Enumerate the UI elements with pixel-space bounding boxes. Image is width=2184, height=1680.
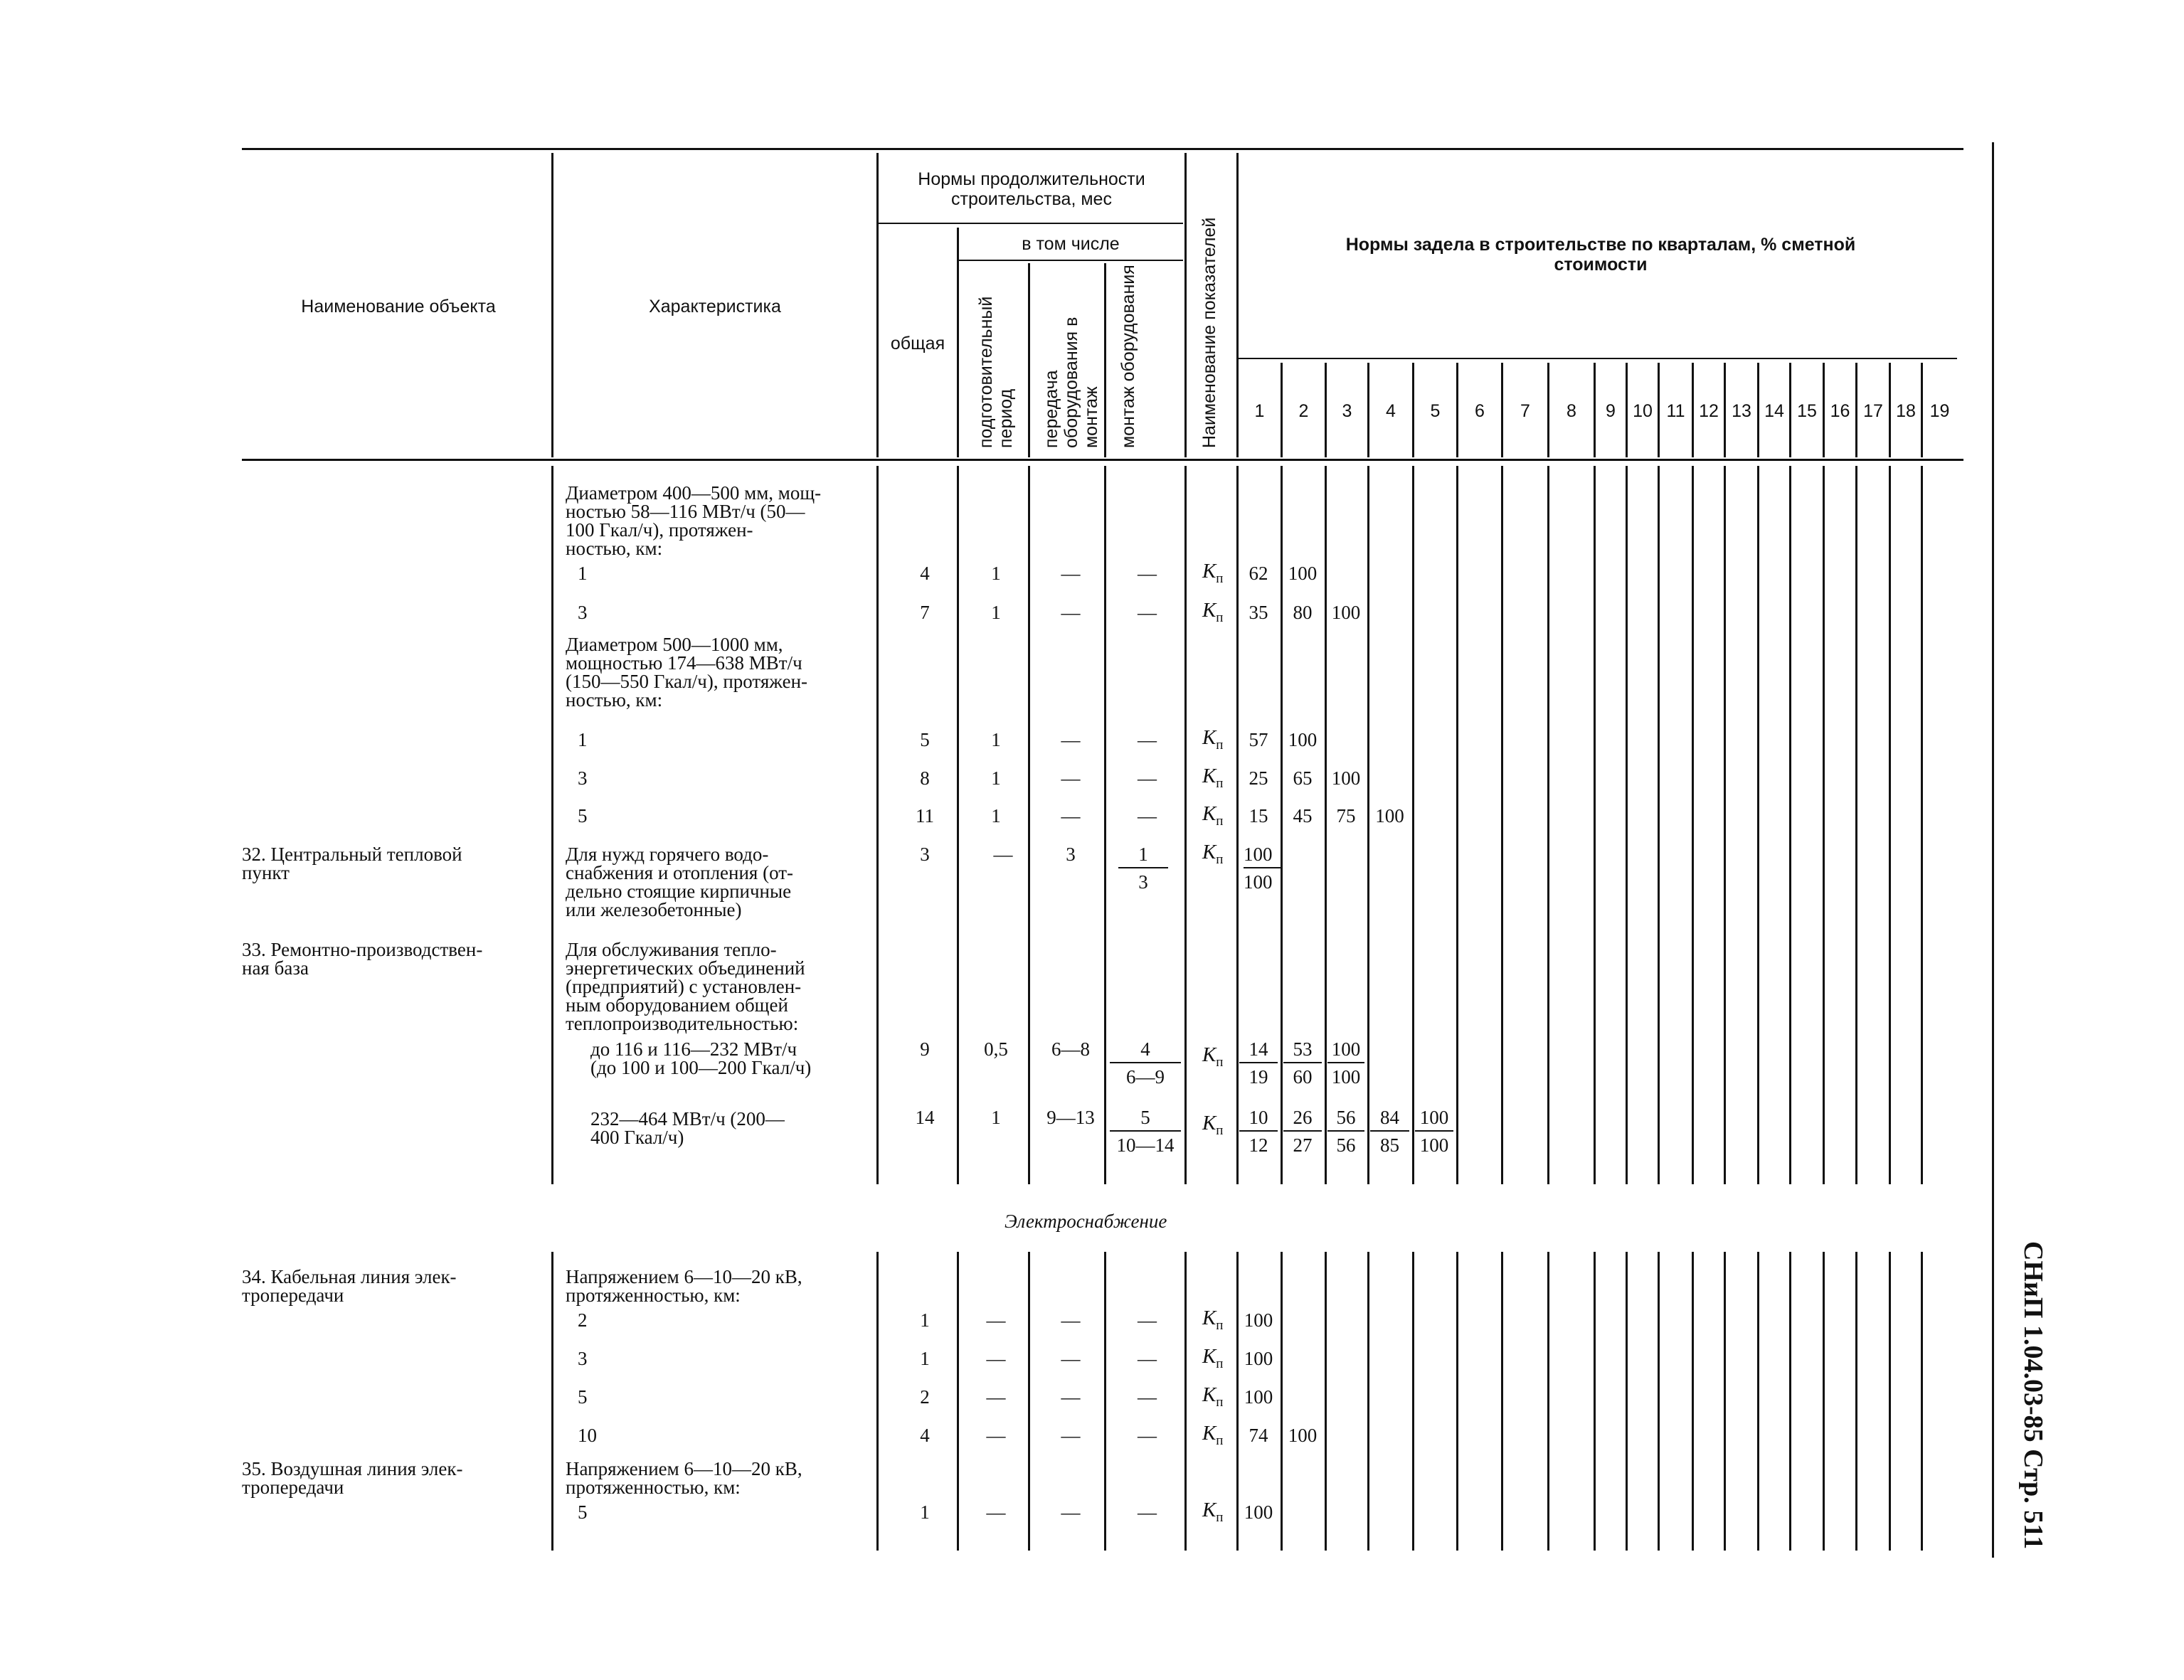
row32-char-line-4: или железобетонные): [566, 899, 742, 920]
row33-sub2-line-2: 400 Гкал/ч): [590, 1127, 684, 1148]
body2-q-line-17: [1889, 1252, 1891, 1551]
pipe-b-row-1-indicator: [1202, 728, 1223, 755]
pipe-a-row-1-indicator: [1202, 562, 1223, 588]
row35-char-line-2: протяженностью, км:: [566, 1477, 741, 1498]
quarter-label-5: 5: [1430, 401, 1441, 421]
body1-q-line-9: [1626, 466, 1628, 1184]
char-b-line-1: Диаметром 500—1000 мм,: [566, 634, 783, 655]
header-sep-5: [1104, 263, 1106, 457]
row34-sub-3-length: 5: [578, 1386, 588, 1408]
body2-q-line-7: [1547, 1252, 1549, 1551]
row33-sub1-ksub: п: [1216, 1054, 1224, 1070]
header-sep-3: [957, 228, 959, 457]
row33-sub1-q2-den: 60: [1293, 1066, 1313, 1088]
pipe-b-row-1-ksub: п: [1216, 737, 1224, 753]
quarter-label-15: 15: [1797, 401, 1817, 421]
body1-col-line-4: [1104, 466, 1106, 1184]
row33-sub1-line-2: (до 100 и 100—200 Гкал/ч): [590, 1057, 812, 1078]
pipe-b-row-1-k: К: [1202, 726, 1216, 749]
row35-sub-1-prep: —: [986, 1501, 1006, 1523]
row34-char: [566, 1267, 802, 1304]
row33-sub1-q3-num: 100: [1327, 1040, 1364, 1063]
body2-q-line-3: [1367, 1252, 1369, 1551]
row33-char-line-5: теплопроизводительностью:: [566, 1013, 799, 1034]
row33-sub2-q3: [1327, 1108, 1364, 1155]
row33-sub1: [590, 1040, 811, 1077]
body2-q-line-18: [1921, 1252, 1923, 1551]
row33-sub2-q2: [1283, 1108, 1322, 1155]
body1-q-line-16: [1855, 466, 1857, 1184]
body1-col-line-1: [876, 466, 879, 1184]
pipe-b-row-3-install: —: [1138, 805, 1157, 826]
row35-sub-1-ksub: п: [1216, 1509, 1224, 1525]
pipe-b-row-1-length: 1: [578, 729, 588, 750]
row32-name: [242, 845, 462, 882]
row33-sub1-q3: [1327, 1040, 1364, 1087]
body2-q-line-2: [1325, 1252, 1327, 1551]
row33-name: [242, 940, 482, 977]
pipe-a-row-2-total: 7: [920, 602, 930, 623]
quarter-label-6: 6: [1475, 401, 1485, 421]
row34-sub-3-install: —: [1138, 1386, 1157, 1408]
pipe-b-row-3-indicator: [1202, 804, 1223, 831]
row32-q1-den: 100: [1244, 871, 1273, 893]
row33-sub2-total: 14: [915, 1107, 935, 1128]
pipe-b-row-3-total: 11: [916, 805, 934, 826]
row34-char-line-2: протяженностью, км:: [566, 1285, 741, 1306]
row33-sub2-q2-num: 26: [1283, 1108, 1322, 1132]
body1-q-line-13: [1757, 466, 1759, 1184]
header-prep: [976, 263, 1016, 448]
pipe-a-row-1-q2: 100: [1288, 563, 1318, 584]
header-install-text: монтаж оборудования: [1118, 265, 1138, 448]
pipe-b-row-2-q1: 25: [1249, 767, 1268, 789]
pipe-b-row-2-install: —: [1138, 767, 1157, 789]
row34-sub-3-prep: —: [986, 1386, 1006, 1408]
pipe-b-row-2-q3: 100: [1331, 767, 1361, 789]
body2-q-line-9: [1626, 1252, 1628, 1551]
pipe-b-row-2-total: 8: [920, 767, 930, 789]
row35-char-line-1: Напряжением 6—10—20 кВ,: [566, 1458, 802, 1479]
quarter-label-8: 8: [1567, 401, 1576, 421]
body2-q-line-11: [1692, 1252, 1694, 1551]
row34-sub-1-length: 2: [578, 1309, 588, 1331]
header-install: [1118, 263, 1138, 448]
row33-sub1-prep: 0,5: [984, 1038, 1008, 1060]
row34-sub-4-prep: —: [986, 1425, 1006, 1446]
pipe-b-row-3-q1: 15: [1249, 805, 1268, 826]
char-a-line-4: ностью, км:: [566, 538, 663, 559]
quarter-label-13: 13: [1732, 401, 1751, 421]
row33-char: [566, 940, 805, 1033]
quarter-label-16: 16: [1830, 401, 1850, 421]
body1-q-line-7: [1547, 466, 1549, 1184]
duration-rule: [879, 223, 1183, 224]
row34-sub-4-total: 4: [920, 1425, 930, 1446]
row33-sub2-q4: [1370, 1108, 1409, 1155]
row32-ksub: п: [1216, 851, 1224, 867]
body1-q-line-11: [1692, 466, 1694, 1184]
header-sep-2: [876, 153, 879, 457]
char-a-line-3: 100 Гкал/ч), протяжен-: [566, 519, 753, 541]
body2-q-line-1: [1281, 1252, 1283, 1551]
quarter-label-9: 9: [1606, 401, 1616, 421]
row33-sub1-q3-den: 100: [1331, 1066, 1361, 1088]
row34-sub-1-q1: 100: [1244, 1309, 1273, 1331]
row34-sub-3-total: 2: [920, 1386, 930, 1408]
body1-q-line-14: [1789, 466, 1791, 1184]
char-a-block: [566, 484, 821, 558]
char-b-block: [566, 635, 807, 709]
row32-q1-num: 100: [1244, 845, 1282, 868]
row34-sub-1-transfer: —: [1061, 1309, 1081, 1331]
row34-sub-2-ksub: п: [1216, 1356, 1224, 1371]
header-indicator: [1199, 218, 1219, 448]
char-a-line-2: ностью 58—116 МВт/ч (50—: [566, 501, 805, 522]
pipe-b-row-2-prep: 1: [991, 767, 1001, 789]
header-backlog-text: Нормы задела в строительстве по кварталам, % сметной стоимости: [1345, 235, 1856, 275]
row34-sub-4-indicator: [1202, 1424, 1223, 1450]
row34-sub-3-indicator: [1202, 1383, 1224, 1412]
pipe-a-row-2-prep: 1: [991, 602, 1001, 623]
row32-total: 3: [920, 844, 930, 865]
row33-sub2-ksub: п: [1216, 1122, 1224, 1138]
body2-col-line-4: [1104, 1252, 1106, 1551]
quarter-label-14: 14: [1764, 401, 1784, 421]
pipe-b-row-2-transfer: —: [1061, 767, 1081, 789]
row33-sub2-indicator: [1202, 1114, 1223, 1140]
pipe-a-row-2-q2: 80: [1293, 602, 1313, 623]
row32-char: [566, 845, 793, 919]
char-a-line-1: Диаметром 400—500 мм, мощ-: [566, 482, 822, 504]
body1-q-line-5: [1456, 466, 1458, 1184]
row34-sub-3-transfer: —: [1061, 1386, 1081, 1408]
header-backlog-group: [1345, 235, 1857, 275]
row33-sub2-q5: [1415, 1108, 1453, 1155]
pipe-a-row-1-prep: 1: [991, 563, 1001, 584]
row35-name-line-2: тропередачи: [242, 1477, 344, 1498]
quarter-label-10: 10: [1633, 401, 1653, 421]
row34-char-line-1: Напряжением 6—10—20 кВ,: [566, 1266, 802, 1287]
row33-sub1-total: 9: [920, 1038, 930, 1060]
pipe-a-row-1-k: К: [1202, 560, 1216, 583]
pipe-b-row-3-prep: 1: [991, 805, 1001, 826]
pipe-b-row-1-q2: 100: [1288, 729, 1318, 750]
body1-col-line-0: [551, 466, 553, 1184]
including-rule: [959, 260, 1183, 261]
row34-sub-1-ksub: п: [1216, 1317, 1224, 1333]
row33-sub2-install-den: 10—14: [1116, 1134, 1175, 1156]
char-b-line-3: (150—550 Гкал/ч), протяжен-: [566, 671, 808, 692]
body2-col-line-0: [551, 1252, 553, 1551]
body2-col-line-2: [957, 1252, 959, 1551]
pipe-b-row-2-indicator: [1202, 767, 1223, 793]
char-b-line-2: мощностью 174—638 МВт/ч: [566, 652, 802, 674]
row35-sub-1-q1: 100: [1244, 1501, 1273, 1523]
header-including: в том числе: [1022, 234, 1120, 254]
row34-sub-2-total: 1: [920, 1348, 930, 1369]
row32-char-line-2: снабжения и отопления (от-: [566, 862, 794, 883]
row33-sub2-install-num: 5: [1110, 1108, 1181, 1132]
row35-sub-1-total: 1: [920, 1501, 930, 1523]
row33-sub1-q1-num: 14: [1239, 1040, 1278, 1063]
row34-sub-4-length: 10: [578, 1425, 597, 1446]
header-duration-text: Нормы продолжительности строительства, мес: [918, 169, 1145, 209]
pipe-a-row-2-indicator: [1202, 601, 1223, 627]
pipe-a-row-2-q1: 35: [1249, 602, 1268, 623]
header-transfer: [1041, 263, 1101, 448]
body2-q-line-12: [1724, 1252, 1726, 1551]
row34-name-line-1: 34. Кабельная линия элек-: [242, 1266, 457, 1287]
row32-prep: —: [993, 844, 1013, 865]
body1-q-line-18: [1921, 466, 1923, 1184]
pipe-a-row-1-install: —: [1138, 563, 1157, 584]
body2-q-line-13: [1757, 1252, 1759, 1551]
quarter-label-19: 19: [1929, 401, 1950, 421]
body2-q-line-14: [1789, 1252, 1791, 1551]
row34-sub-4-q2: 100: [1288, 1425, 1318, 1446]
row34-sub-2-prep: —: [986, 1348, 1006, 1369]
quarter-label-17: 17: [1863, 401, 1883, 421]
row33-char-line-2: энергетических объединений: [566, 957, 805, 979]
pipe-b-row-3-ksub: п: [1216, 813, 1224, 829]
char-b-line-4: ностью, км:: [566, 689, 663, 711]
row33-sub2-q3-den: 56: [1336, 1134, 1356, 1156]
row33-sub1-line-1: до 116 и 116—232 МВт/ч: [590, 1038, 797, 1060]
row32-install: [1118, 845, 1168, 892]
row33-sub2: [590, 1110, 785, 1147]
body1-q-line-6: [1501, 466, 1503, 1184]
row33-sub2-q3-num: 56: [1327, 1108, 1364, 1132]
header-transfer-text: передача оборудования в монтаж: [1041, 317, 1101, 448]
row33-sub1-q2: [1283, 1040, 1322, 1087]
row33-sub2-q5-den: 100: [1419, 1134, 1449, 1156]
row34-sub-2-install: —: [1138, 1348, 1157, 1369]
row33-sub2-q1-num: 10: [1239, 1108, 1278, 1132]
body1-col-line-2: [957, 466, 959, 1184]
header-bottom-rule: [242, 459, 1963, 461]
pipe-b-row-3-length: 5: [578, 805, 588, 826]
pipe-b-row-2-k: К: [1202, 765, 1216, 787]
row34-sub-3-q1: 100: [1244, 1386, 1273, 1408]
row32-indicator: [1202, 843, 1223, 869]
row33-sub1-q2-num: 53: [1283, 1040, 1322, 1063]
row34-sub-1-install: —: [1138, 1309, 1157, 1331]
pipe-a-row-2-length: 3: [578, 602, 588, 623]
row34-name-line-2: тропередачи: [242, 1285, 344, 1306]
row33-sub2-q4-den: 85: [1380, 1134, 1399, 1156]
header-indicator-text: Наименование показателей: [1199, 217, 1219, 448]
body2-q-line-8: [1594, 1252, 1596, 1551]
row35-sub-1-indicator: [1202, 1501, 1223, 1527]
pipe-a-row-2-k: К: [1202, 599, 1216, 622]
header-sep-6: [1184, 153, 1187, 457]
row33-sub2-install: [1110, 1108, 1181, 1155]
body2-q-line-15: [1823, 1252, 1825, 1551]
row32-k: К: [1202, 841, 1216, 863]
row32-name-line-2: пункт: [242, 862, 290, 883]
body2-q-line-4: [1412, 1252, 1414, 1551]
pipe-a-row-1-ksub: п: [1216, 570, 1224, 586]
row33-char-line-4: ным оборудованием общей: [566, 994, 788, 1016]
pipe-b-row-3-transfer: —: [1061, 805, 1081, 826]
section-title-electricity: Электроснабжение: [1004, 1211, 1167, 1232]
row35-name-line-1: 35. Воздушная линия элек-: [242, 1458, 463, 1479]
quarter-label-18: 18: [1896, 401, 1916, 421]
row33-sub2-k: К: [1202, 1112, 1216, 1134]
row33-sub2-q5-num: 100: [1415, 1108, 1453, 1132]
body2-col-line-1: [876, 1252, 879, 1551]
pipe-b-row-1-prep: 1: [991, 729, 1001, 750]
pipe-b-row-2-length: 3: [578, 767, 588, 789]
body2-col-line-3: [1028, 1252, 1030, 1551]
header-characteristic: Характеристика: [649, 297, 781, 317]
row34-sub-3-ksub: п: [1216, 1394, 1224, 1410]
header-total: общая: [890, 334, 945, 353]
quarters-rule: [1239, 358, 1957, 359]
body1-q-line-15: [1823, 466, 1825, 1184]
row34-sub-2-indicator: [1202, 1347, 1223, 1373]
quarter-label-7: 7: [1520, 401, 1530, 421]
pipe-b-row-2-q2: 65: [1293, 767, 1313, 789]
quarter-label-2: 2: [1298, 401, 1309, 421]
row33-sub1-q1: [1239, 1040, 1278, 1087]
row34-sub-2-q1: 100: [1244, 1348, 1273, 1369]
row33-name-line-2: ная база: [242, 957, 309, 979]
pipe-a-row-2-transfer: —: [1061, 602, 1081, 623]
row32-char-line-3: дельно стоящие кирпичные: [566, 881, 792, 902]
body1-q-line-4: [1412, 466, 1414, 1184]
right-border: [1992, 142, 1994, 1558]
row33-sub2-q1-den: 12: [1249, 1134, 1268, 1156]
body1-q-line-17: [1889, 466, 1891, 1184]
row33-sub2-q2-den: 27: [1293, 1134, 1313, 1156]
row34-sub-4-transfer: —: [1061, 1425, 1081, 1446]
quarter-label-3: 3: [1342, 401, 1352, 421]
quarter-label-12: 12: [1699, 401, 1719, 421]
row34-sub-2-length: 3: [578, 1348, 588, 1369]
row34-sub-4-q1: 74: [1249, 1425, 1268, 1446]
row35-sub-1-install: —: [1138, 1501, 1157, 1523]
pipe-b-row-1-q1: 57: [1249, 729, 1268, 750]
row34-sub-3-k: К: [1202, 1383, 1216, 1406]
pipe-a-row-2-q3: 100: [1331, 602, 1361, 623]
header-sep-1: [551, 153, 553, 457]
row33-char-line-3: (предприятий) с установлен-: [566, 976, 802, 997]
row35-char: [566, 1460, 802, 1496]
top-rule: [242, 148, 1963, 150]
row34-sub-2-k: К: [1202, 1345, 1216, 1368]
row33-sub2-q4-num: 84: [1370, 1108, 1409, 1132]
row35-sub-1-transfer: —: [1061, 1501, 1081, 1523]
quarter-label-11: 11: [1666, 401, 1685, 421]
row34-sub-4-install: —: [1138, 1425, 1157, 1446]
row35-name: [242, 1460, 462, 1496]
pipe-b-row-3-q3: 75: [1336, 805, 1356, 826]
row33-sub2-q1: [1239, 1108, 1278, 1155]
pipe-b-row-2-ksub: п: [1216, 775, 1224, 791]
pipe-a-row-1-total: 4: [920, 563, 930, 584]
row34-name: [242, 1267, 457, 1304]
row32-install-num: 1: [1118, 845, 1168, 868]
pipe-a-row-2-install: —: [1138, 602, 1157, 623]
body1-col-line-5: [1184, 466, 1187, 1184]
body1-q-line-10: [1658, 466, 1660, 1184]
row33-sub2-transfer: 9—13: [1046, 1107, 1095, 1128]
body2-q-line-5: [1456, 1252, 1458, 1551]
row35-sub-1-length: 5: [578, 1501, 588, 1523]
body2-col-line-5: [1184, 1252, 1187, 1551]
row33-sub1-install: [1110, 1040, 1181, 1087]
row33-sub1-install-den: 6—9: [1126, 1066, 1165, 1088]
row34-sub-1-prep: —: [986, 1309, 1006, 1331]
row33-sub2-prep: 1: [991, 1107, 1001, 1128]
body2-q-line-6: [1501, 1252, 1503, 1551]
row32-q1: [1244, 845, 1282, 892]
row34-sub-1-total: 1: [920, 1309, 930, 1331]
pipe-a-row-1-length: 1: [578, 563, 588, 584]
row33-sub1-k: К: [1202, 1043, 1216, 1066]
row34-sub-4-k: К: [1202, 1422, 1216, 1445]
row33-sub1-q1-den: 19: [1249, 1066, 1268, 1088]
header-object-name: Наименование объекта: [301, 297, 496, 317]
pipe-b-row-3-q4: 100: [1375, 805, 1404, 826]
row32-name-line-1: 32. Центральный тепловой: [242, 844, 462, 865]
pipe-b-row-1-transfer: —: [1061, 729, 1081, 750]
header-prep-text: подготовительный период: [976, 296, 1016, 448]
quarter-label-1: 1: [1254, 401, 1265, 421]
pipe-a-row-2-ksub: п: [1216, 610, 1224, 625]
pipe-b-row-3-k: К: [1202, 802, 1216, 825]
quarter-label-4: 4: [1386, 401, 1396, 421]
row33-char-line-1: Для обслуживания тепло-: [566, 939, 777, 960]
row35-sub-1-k: К: [1202, 1499, 1216, 1521]
row33-sub1-indicator: [1202, 1043, 1224, 1072]
row33-name-line-1: 33. Ремонтно-производствен-: [242, 939, 483, 960]
row34-sub-1-indicator: [1202, 1309, 1223, 1335]
header-duration-group: [882, 169, 1181, 209]
row34-sub-4-ksub: п: [1216, 1432, 1224, 1448]
row34-sub-1-k: К: [1202, 1307, 1216, 1329]
pipe-b-row-1-total: 5: [920, 729, 930, 750]
row33-sub1-transfer: 6—8: [1051, 1038, 1090, 1060]
row34-sub-2-transfer: —: [1061, 1348, 1081, 1369]
side-caption: СНиП 1.04.03-85 Стр. 511: [2018, 1241, 2048, 1550]
header-sep-4: [1028, 263, 1030, 457]
pipe-b-row-1-install: —: [1138, 729, 1157, 750]
body1-q-line-12: [1724, 466, 1726, 1184]
pipe-a-row-1-transfer: —: [1061, 563, 1081, 584]
body1-q-line-8: [1594, 466, 1596, 1184]
body1-col-line-3: [1028, 466, 1030, 1184]
pipe-b-row-3-q2: 45: [1293, 805, 1313, 826]
body2-q-line-16: [1855, 1252, 1857, 1551]
row33-sub1-install-num: 4: [1110, 1040, 1181, 1063]
row32-install-den: 3: [1138, 871, 1148, 893]
row32-char-line-1: Для нужд горячего водо-: [566, 844, 769, 865]
pipe-a-row-1-q1: 62: [1249, 563, 1268, 584]
row32-transfer: 3: [1066, 844, 1076, 865]
row33-sub2-line-1: 232—464 МВт/ч (200—: [590, 1108, 785, 1129]
body2-q-line-10: [1658, 1252, 1660, 1551]
